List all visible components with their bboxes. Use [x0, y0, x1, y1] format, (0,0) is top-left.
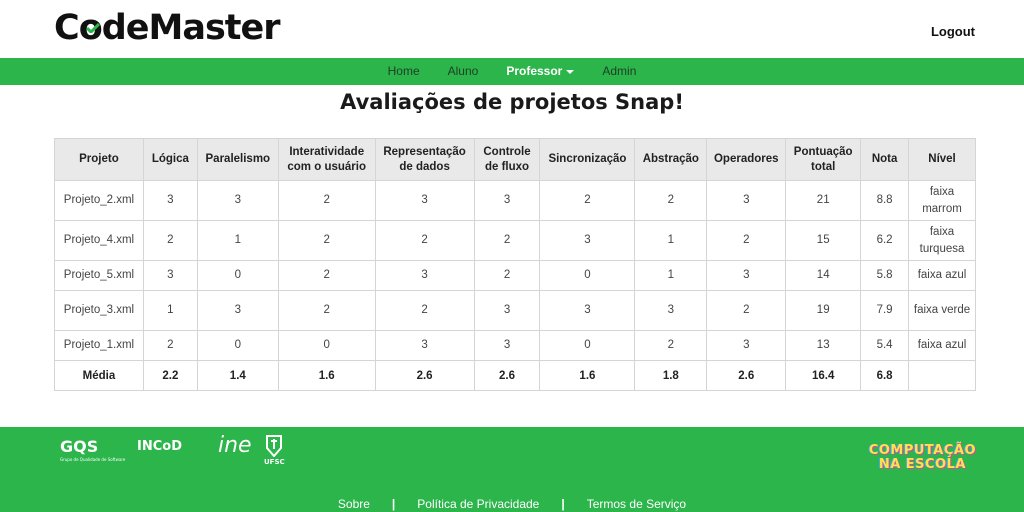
footer-separator: |	[391, 497, 396, 511]
table-cell: 3	[375, 331, 474, 361]
average-cell: 1.4	[197, 361, 278, 391]
table-cell: 3	[474, 181, 540, 221]
table-row	[55, 331, 976, 361]
footer-link-termos[interactable]: Termos de Serviço	[586, 497, 687, 511]
column-header	[635, 139, 707, 181]
column-header-label: Operadores	[713, 153, 779, 165]
column-header-label: Interatividade	[289, 145, 365, 158]
average-cell: 2.6	[474, 361, 540, 391]
column-header-label: com o usuário	[287, 160, 366, 173]
logo-check-o	[79, 8, 102, 48]
incod-logo[interactable]: INCoD	[137, 439, 182, 454]
column-header-label: Pontuação	[793, 145, 853, 158]
table-cell: 0	[540, 261, 635, 291]
column-header	[474, 139, 540, 181]
table-cell: 8.8	[861, 181, 909, 221]
table-cell: 2	[375, 221, 474, 261]
table-cell: 2	[474, 221, 540, 261]
table-cell: 14	[786, 261, 861, 291]
column-header-label: Nível	[928, 153, 956, 165]
column-header	[786, 139, 861, 181]
ine-logo[interactable]: ine	[218, 433, 252, 458]
table-cell: 2	[278, 261, 375, 291]
logo-rest: deMaster	[101, 8, 280, 48]
ufsc-logo-text: UFSC	[264, 458, 285, 466]
column-header-label: total	[811, 160, 836, 173]
table-cell: 3	[474, 291, 540, 331]
column-header	[375, 139, 474, 181]
comp-logo-line1: COMPUTAÇÃO	[868, 443, 976, 458]
header	[0, 0, 1024, 58]
column-header-label: Controle	[483, 145, 531, 158]
column-header	[909, 139, 976, 181]
table-cell: 19	[786, 291, 861, 331]
column-header	[707, 139, 786, 181]
column-header-label: Representação	[383, 145, 466, 158]
table-row	[55, 181, 976, 221]
gqs-logo-text: GQS	[60, 437, 99, 456]
table-cell: faixa azul	[909, 261, 976, 291]
table-cell: 3	[375, 181, 474, 221]
table-row	[55, 291, 976, 331]
average-row	[55, 361, 976, 391]
logout-link[interactable]: Logout	[930, 24, 975, 39]
table-cell: 3	[375, 261, 474, 291]
ufsc-crest-icon	[265, 435, 283, 457]
table-cell: 3	[707, 331, 786, 361]
ufsc-logo[interactable]	[264, 435, 285, 466]
table-cell: 0	[278, 331, 375, 361]
average-cell: 16.4	[786, 361, 861, 391]
logo-letter-c: C	[54, 8, 79, 48]
table-cell: 3	[707, 261, 786, 291]
table-cell: 2	[540, 181, 635, 221]
table-cell: 3	[143, 261, 197, 291]
table-cell: 3	[474, 331, 540, 361]
navbar	[0, 58, 1024, 85]
table-cell: 3	[540, 291, 635, 331]
project-name-cell: Projeto_2.xml	[55, 181, 144, 221]
table-cell: 2	[143, 221, 197, 261]
footer-link-sobre[interactable]: Sobre	[337, 497, 370, 511]
column-header-label: de fluxo	[484, 160, 530, 173]
average-cell: 1.8	[635, 361, 707, 391]
table-cell: 2	[707, 291, 786, 331]
project-name-cell: Projeto_4.xml	[55, 221, 144, 261]
average-label-cell: Média	[55, 361, 144, 391]
table-row	[55, 261, 976, 291]
table-cell: faixa marrom	[909, 181, 976, 221]
table-cell: 2	[474, 261, 540, 291]
table-row	[55, 221, 976, 261]
table-cell: faixa turquesa	[909, 221, 976, 261]
logo-letter-o: o	[78, 8, 102, 48]
column-header	[278, 139, 375, 181]
column-header-label: Abstração	[642, 153, 699, 165]
table-cell: 1	[635, 221, 707, 261]
table-cell: faixa azul	[909, 331, 976, 361]
table-cell: 2	[635, 331, 707, 361]
average-cell: 1.6	[540, 361, 635, 391]
table-cell: 13	[786, 331, 861, 361]
average-cell	[909, 361, 976, 391]
average-cell: 2.6	[707, 361, 786, 391]
computacao-na-escola-logo[interactable]	[869, 444, 976, 472]
column-header-label: Paralelismo	[205, 153, 271, 165]
table-body	[55, 181, 976, 361]
table-cell: 5.8	[861, 261, 909, 291]
table-cell: 2	[278, 221, 375, 261]
table-cell: 7.9	[861, 291, 909, 331]
column-header-label: Lógica	[151, 153, 189, 165]
average-cell: 6.8	[861, 361, 909, 391]
nav-professor-label: Professor	[506, 64, 563, 78]
table-footer	[55, 361, 976, 391]
header-row	[55, 139, 976, 181]
average-cell: 2.2	[143, 361, 197, 391]
column-header-label: Nota	[871, 153, 898, 165]
table-cell: 1	[143, 291, 197, 331]
table-cell: faixa verde	[909, 291, 976, 331]
gqs-logo-subtitle: Grupo de Qualidade de Software	[60, 457, 126, 462]
table-cell: 0	[197, 331, 278, 361]
column-header	[143, 139, 197, 181]
column-header	[540, 139, 635, 181]
table-cell: 5.4	[861, 331, 909, 361]
footer-separator: |	[561, 497, 565, 511]
table-cell: 3	[540, 221, 635, 261]
table-cell: 3	[635, 291, 707, 331]
table-cell: 1	[635, 261, 707, 291]
table-cell: 21	[786, 181, 861, 221]
project-name-cell: Projeto_3.xml	[55, 291, 144, 331]
footer	[0, 427, 1024, 512]
table-cell: 2	[635, 181, 707, 221]
table-cell: 3	[197, 181, 278, 221]
column-header-label: Projeto	[79, 153, 119, 165]
column-header-label: Sincronização	[548, 153, 627, 165]
table-cell: 2	[143, 331, 197, 361]
footer-links	[0, 497, 1024, 511]
column-header	[55, 139, 144, 181]
table-header	[55, 139, 976, 181]
nav-home[interactable]: Home	[387, 64, 420, 78]
project-name-cell: Projeto_5.xml	[55, 261, 144, 291]
nav-admin[interactable]: Admin	[602, 64, 637, 78]
check-icon	[86, 23, 100, 33]
table-cell: 2	[375, 291, 474, 331]
comp-logo-line2: NA ESCOLA	[878, 457, 966, 472]
table-cell: 3	[707, 181, 786, 221]
caret-down-icon	[566, 70, 574, 74]
nav-menu	[0, 58, 1024, 85]
table-cell: 6.2	[861, 221, 909, 261]
average-cell: 1.6	[278, 361, 375, 391]
table-cell: 15	[786, 221, 861, 261]
column-header-label: de dados	[399, 160, 450, 173]
project-name-cell: Projeto_1.xml	[55, 331, 144, 361]
page-title: Avaliações de projetos Snap!	[340, 90, 684, 114]
table-cell: 0	[540, 331, 635, 361]
table-cell: 0	[197, 261, 278, 291]
nav-professor-dropdown[interactable]	[492, 58, 588, 85]
table-cell: 3	[143, 181, 197, 221]
table-cell: 2	[707, 221, 786, 261]
gqs-logo[interactable]	[60, 437, 125, 462]
evaluations-table	[54, 138, 976, 391]
table-cell: 2	[278, 181, 375, 221]
table-cell: 3	[197, 291, 278, 331]
column-header	[197, 139, 278, 181]
average-cell: 2.6	[375, 361, 474, 391]
table-cell: 2	[278, 291, 375, 331]
nav-aluno[interactable]: Aluno	[447, 64, 479, 78]
footer-link-privacidade[interactable]: Política de Privacidade	[417, 497, 540, 511]
table-cell: 1	[197, 221, 278, 261]
codemaster-logo[interactable]	[54, 8, 280, 48]
column-header	[861, 139, 909, 181]
